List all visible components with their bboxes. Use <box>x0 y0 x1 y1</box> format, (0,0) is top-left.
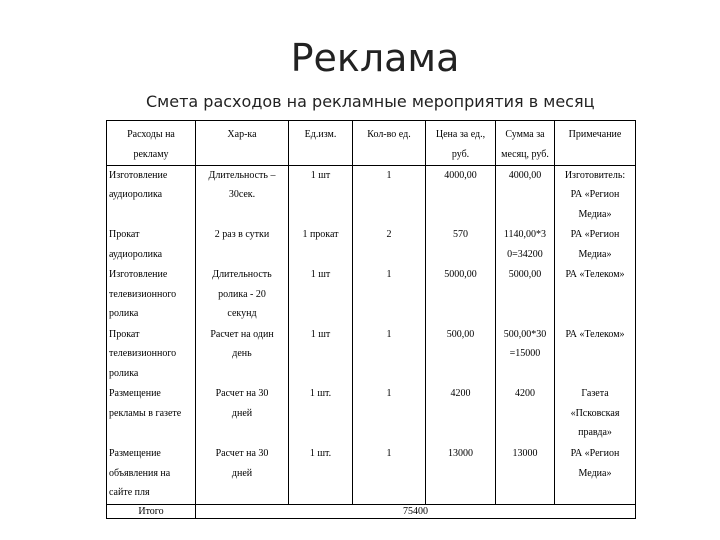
cell-text: Расчет на 30 <box>215 388 269 400</box>
column-header <box>196 121 289 166</box>
page-title: Реклама <box>290 36 460 80</box>
cell-text: 0=34200 <box>507 248 543 260</box>
expense-cell <box>107 384 196 444</box>
cell-text: 2 <box>386 229 392 241</box>
cell-text: Изготовитель: <box>564 169 626 181</box>
note-cell <box>555 325 636 385</box>
expense-cell <box>107 325 196 385</box>
total-row <box>107 504 636 518</box>
cell-text: Расчет на 30 <box>215 448 269 460</box>
price-cell <box>426 444 496 504</box>
unit-cell <box>289 225 353 265</box>
cell-text: 1 <box>386 448 392 460</box>
characteristic-cell <box>196 444 289 504</box>
cell-text: 4200 <box>450 388 471 400</box>
cell-text: Медиа» <box>578 248 612 260</box>
cell-text: Газета <box>581 388 609 400</box>
quantity-cell <box>353 225 426 265</box>
price-cell <box>426 384 496 444</box>
sum-cell <box>496 165 555 225</box>
sum-cell <box>496 384 555 444</box>
cell-text: РА «Телеком» <box>565 269 625 281</box>
note-cell <box>555 265 636 325</box>
cell-text: Расчет на один <box>210 328 274 340</box>
column-header <box>353 121 426 166</box>
price-cell <box>426 165 496 225</box>
price-cell <box>426 225 496 265</box>
characteristic-cell <box>196 225 289 265</box>
expense-cell <box>107 165 196 225</box>
cell-text: дней <box>231 467 253 479</box>
sum-cell <box>496 265 555 325</box>
cell-text: РА «Телеком» <box>565 328 625 340</box>
cell-text: 1140,00*3 <box>503 229 547 241</box>
quantity-cell <box>353 325 426 385</box>
cell-text: 5000,00 <box>508 269 542 281</box>
table-row <box>107 165 636 225</box>
expense-table <box>106 120 636 519</box>
cell-text: 1 <box>386 269 392 281</box>
cell-text: 1 <box>386 169 392 181</box>
cell-text: Длительность – <box>208 169 276 181</box>
note-cell <box>555 165 636 225</box>
cell-text: Длительность <box>212 269 272 281</box>
expense-cell <box>107 444 196 504</box>
expense-cell <box>107 265 196 325</box>
cell-text: сайте пля <box>109 487 150 499</box>
cell-text: Сумма за <box>505 129 545 140</box>
table-row <box>107 225 636 265</box>
cell-text: РА «Регион <box>570 448 620 460</box>
cell-text: 1 шт <box>310 269 331 281</box>
cell-text: правда» <box>578 427 612 439</box>
column-header <box>496 121 555 166</box>
cell-text: руб. <box>451 148 470 160</box>
cell-text: 1 шт <box>310 328 331 340</box>
cell-text: РА «Регион <box>570 189 620 201</box>
cell-text: 30сек. <box>228 189 256 201</box>
quantity-cell <box>353 265 426 325</box>
cell-text: ролика <box>109 367 139 379</box>
table-header-row <box>107 121 636 166</box>
cell-text: Примечание <box>568 129 622 140</box>
table-row <box>107 384 636 444</box>
cell-text: телевизионного <box>109 348 177 360</box>
cell-text: аудиоролика <box>109 248 163 260</box>
column-header <box>107 121 196 166</box>
cell-text: 13000 <box>512 448 538 460</box>
cell-text: Ед.изм. <box>304 129 337 140</box>
quantity-cell <box>353 384 426 444</box>
note-cell <box>555 225 636 265</box>
column-header <box>426 121 496 166</box>
cell-text: месяц, руб. <box>501 148 549 160</box>
cell-text: ролика <box>109 308 139 320</box>
note-cell <box>555 384 636 444</box>
cell-text: Прокат <box>109 328 140 340</box>
cell-text: день <box>232 348 252 360</box>
cell-text: Изготовление <box>109 269 168 281</box>
cell-text: объявления на <box>109 467 171 479</box>
cell-text: 4200 <box>515 388 535 400</box>
table-row <box>107 265 636 325</box>
cell-text: 1 шт <box>310 169 331 181</box>
cell-text: рекламы в газете <box>109 407 182 419</box>
cell-text: аудиоролика <box>109 189 163 201</box>
quantity-cell <box>353 444 426 504</box>
cell-text: 500,00 <box>446 328 475 340</box>
cell-text: рекламу <box>133 148 169 160</box>
unit-cell <box>289 444 353 504</box>
price-cell <box>426 265 496 325</box>
column-header <box>555 121 636 166</box>
cell-text: Цена за ед., <box>435 129 486 140</box>
cell-text: 2 раз в сутки <box>214 229 270 241</box>
cell-text: РА «Регион <box>570 229 620 241</box>
unit-cell <box>289 325 353 385</box>
cell-text: Медиа» <box>578 467 612 479</box>
unit-cell <box>289 165 353 225</box>
cell-text: дней <box>231 407 253 419</box>
cell-text: 5000,00 <box>444 269 477 281</box>
cell-text: Прокат <box>109 229 140 241</box>
table-row <box>107 325 636 385</box>
cell-text: 500,00*30 <box>503 328 547 340</box>
cell-text: 570 <box>453 229 468 241</box>
note-cell <box>555 444 636 504</box>
sum-cell <box>496 444 555 504</box>
table-row <box>107 444 636 504</box>
cell-text: 1 прокат <box>302 229 339 241</box>
characteristic-cell <box>196 325 289 385</box>
characteristic-cell <box>196 384 289 444</box>
expense-cell <box>107 225 196 265</box>
cell-text: Изготовление <box>109 169 168 181</box>
quantity-cell <box>353 165 426 225</box>
cell-text: Хар-ка <box>227 129 257 140</box>
cell-text: ролика - 20 <box>218 288 266 300</box>
cell-text: Размещение <box>109 448 161 460</box>
cell-text: 1 шт. <box>309 388 332 400</box>
page-subtitle: Смета расходов на рекламные мероприятия в месяц <box>146 92 595 111</box>
cell-text: 4000,00 <box>508 169 542 181</box>
unit-cell <box>289 265 353 325</box>
cell-text: 1 шт. <box>309 448 332 460</box>
unit-cell <box>289 384 353 444</box>
cell-text: 1 <box>386 388 392 400</box>
total-value: 75400 <box>196 504 636 518</box>
characteristic-cell <box>196 265 289 325</box>
price-cell <box>426 325 496 385</box>
column-header <box>289 121 353 166</box>
cell-text: 1 <box>386 328 392 340</box>
cell-text: «Псковская <box>570 407 620 419</box>
total-label: Итого <box>107 504 196 518</box>
cell-text: Медиа» <box>578 208 612 220</box>
cell-text: секунд <box>227 308 257 320</box>
cell-text: телевизионного <box>109 288 177 300</box>
cell-text: 4000,00 <box>444 169 477 181</box>
sum-cell <box>496 325 555 385</box>
sum-cell <box>496 225 555 265</box>
characteristic-cell <box>196 165 289 225</box>
cell-text: =15000 <box>509 348 541 360</box>
cell-text: Расходы на <box>127 129 175 140</box>
cell-text: Размещение <box>109 388 161 400</box>
cell-text: 13000 <box>448 448 473 460</box>
cell-text: Кол-во ед. <box>367 129 411 140</box>
